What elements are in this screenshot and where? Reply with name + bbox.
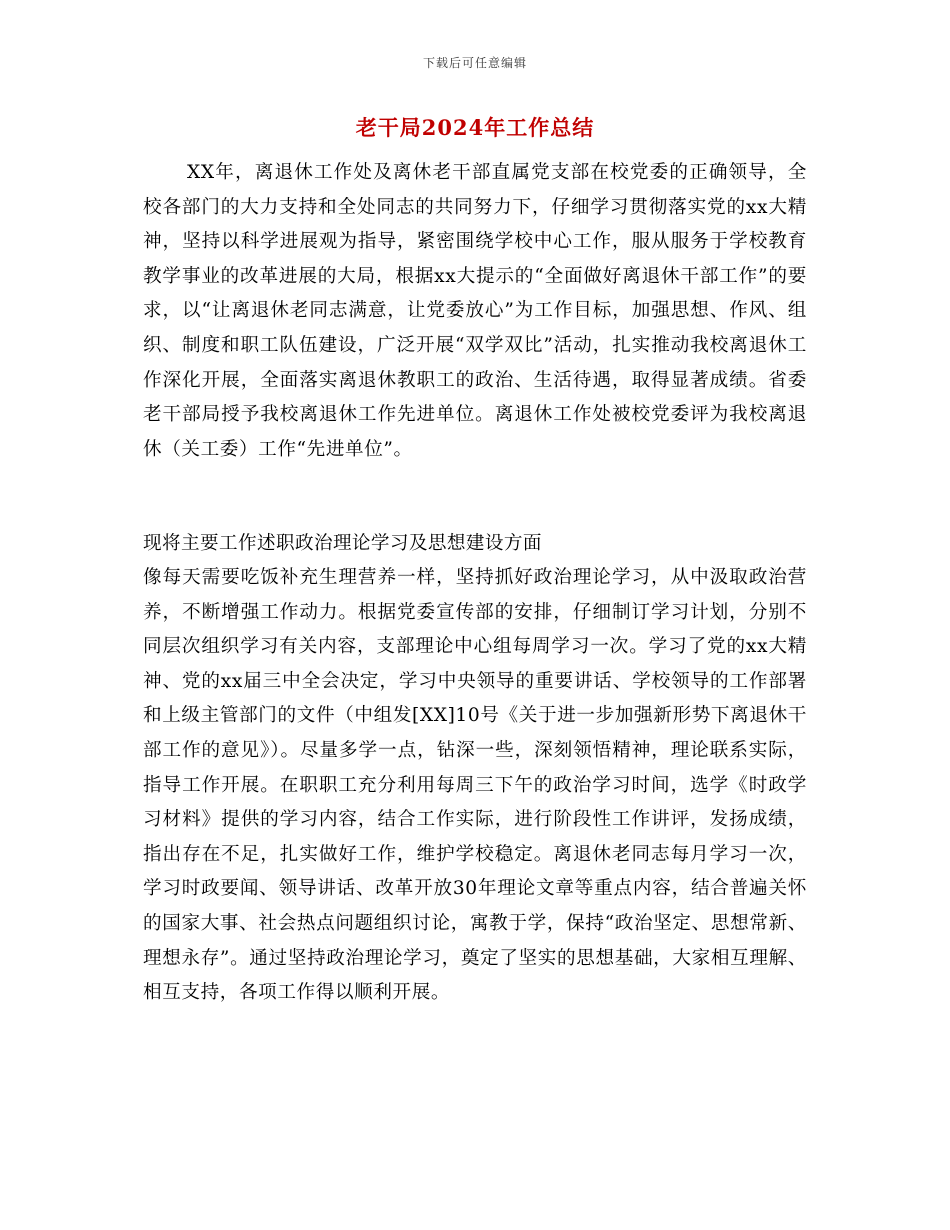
header-note: 下载后可任意编辑 [422, 56, 527, 70]
study-paragraph: 像每天需要吃饭补充生理营养一样，坚持抓好政治理论学习，从中汲取政治营养，不断增强工作动力。根据党委宣传部的安排，仔细制订学习计划，分别不同层次组织学习有关内容，支部理论中心组每周学习一次。学习了党的xx大精神、党的xx届三中全会决定，学习中央领导的重要讲话、学校领导的工作部署和上级主管部门的文件（中组发[XX]10号《关于进一步加强新形势下离退休干部工作的意见》）。尽量多学一点，钻深一些，深刻领悟精神，理论联系实际，指导工作开展。在职职工充分利用每周三下午的政治学习时间，选学《时政学习材料》提供的学习内容，结合工作实际，进行阶段性工作讲评，发扬成绩，指出存在不足，扎实做好工作，维护学校稳定。离退休老同志每月学习一次，学习时政要闻、领导讲话、改革开放30年理论文章等重点内容，结合普遍关怀的国家大事、社会热点问题组织讨论，寓教于学，保持“政治坚定、思想常新、理想永存”。通过坚持政治理论学习，奠定了坚实的思想基础，大家相互理解、相互支持，各项工作得以顺利开展。 [143, 567, 807, 1004]
document-title: 老干局2024年工作总结 [355, 115, 595, 140]
intro-paragraph: XX年，离退休工作处及离休老干部直属党支部在校党委的正确领导，全校各部门的大力支持和全处同志的共同努力下，仔细学习贯彻落实党的xx大精神，坚持以科学进展观为指导，紧密围绕学校中心工作，服从服务于学校教育教学事业的改革进展的大局，根据xx大提示的“全面做好离退休干部工作”的要求，以“让离退休老同志满意，让党委放心”为工作目标，加强思想、作风、组织、制度和职工队伍建设，广泛开展“双学双比”活动，扎实推动我校离退休工作深化开展，全面落实离退休教职工的政治、生活待遇，取得显著成绩。省委老干部局授予我校离退休工作先进单位。离退休工作处被校党委评为我校离退休（关工委）工作“先进单位”。 [143, 162, 807, 460]
section-heading: 现将主要工作述职政治理论学习及思想建设方面 [143, 533, 542, 554]
